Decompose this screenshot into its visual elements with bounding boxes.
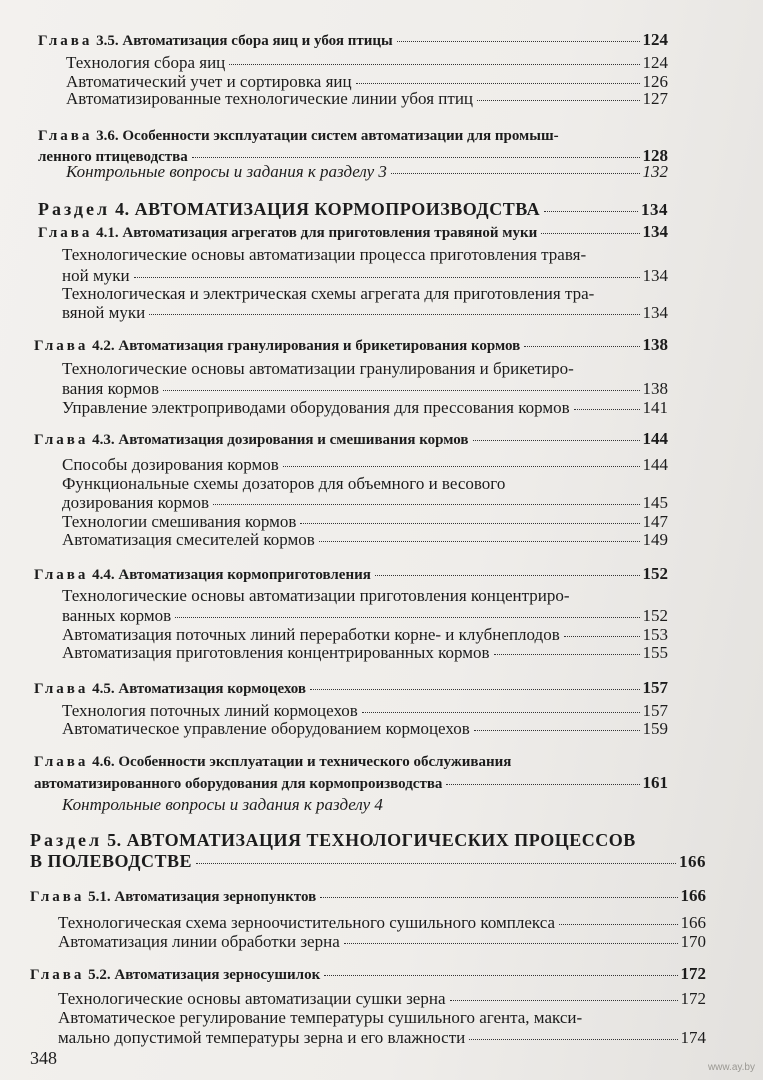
toc-item: [58, 989, 706, 1009]
toc-item: Технологические основы автоматизации процесса приготовления травя-: [62, 245, 587, 264]
dot-leader: [324, 975, 677, 976]
page-ref: 128: [642, 146, 668, 165]
dot-leader: [494, 654, 640, 655]
page-ref: 126: [642, 72, 668, 91]
chapter-title-cont: автоматизированного оборудования для кормопроизводства: [34, 776, 443, 792]
chapter-title: 4.6. Особенности эксплуатации и технического обслуживания: [92, 754, 512, 770]
dot-leader: [477, 100, 639, 101]
section-title: 5. АВТОМАТИЗАЦИЯ ТЕХНОЛОГИЧЕСКИХ ПРОЦЕССОВ: [107, 830, 636, 850]
dot-leader: [469, 1039, 677, 1040]
chapter-prefix: Глава: [30, 967, 85, 983]
chapter-prefix: Глава: [34, 754, 89, 770]
page-ref: 149: [642, 530, 668, 549]
page-ref: 138: [642, 335, 668, 354]
item-title: Автоматический учет и сортировка яиц: [66, 72, 352, 91]
toc-item: [62, 455, 668, 475]
item-title: Автоматическое управление оборудованием кормоцехов: [62, 719, 470, 738]
toc-chapter-4-3: [34, 429, 668, 449]
page-ref: 134: [641, 200, 668, 219]
chapter-prefix: Глава: [34, 432, 89, 448]
toc-item: [62, 530, 668, 550]
page-ref: 144: [642, 455, 668, 474]
page-ref: 152: [642, 564, 668, 583]
chapter-prefix: Глава: [30, 889, 85, 905]
toc-item: [66, 89, 668, 109]
page-ref: 172: [680, 964, 706, 983]
chapter-prefix: Глава: [34, 681, 89, 697]
item-title: Технология поточных линий кормоцехов: [62, 701, 358, 720]
item-title: Управление электроприводами оборудования для прессования кормов: [62, 398, 570, 417]
chapter-title: 3.5. Автоматизация сбора яиц и убоя птицы: [96, 33, 393, 49]
dot-leader: [362, 712, 640, 713]
item-title-cont: ной муки: [62, 266, 130, 285]
page-ref: 152: [642, 606, 668, 625]
item-title-cont: ванных кормов: [62, 606, 172, 625]
toc-section-4: [38, 199, 668, 220]
toc-item-cont: [62, 303, 668, 323]
chapter-prefix: Глава: [38, 128, 93, 144]
dot-leader: [175, 617, 639, 618]
dot-leader: [192, 157, 640, 158]
item-title: Технологии смешивания кормов: [62, 512, 297, 531]
dot-leader: [163, 390, 639, 391]
toc-review-questions: Контрольные вопросы и задания к разделу 4: [62, 795, 383, 814]
toc-chapter-4-5: [34, 678, 668, 698]
item-title: Технология сбора яиц: [66, 53, 226, 72]
chapter-title-cont: ленного птицеводства: [38, 149, 188, 165]
page-ref: 147: [642, 512, 668, 531]
page-ref: 157: [642, 701, 668, 720]
watermark: www.ay.by: [707, 1062, 755, 1073]
section-title-cont: В ПОЛЕВОДСТВЕ: [30, 851, 193, 871]
dot-leader: [524, 346, 639, 347]
toc-item-cont: [62, 606, 668, 626]
page-ref: 172: [680, 989, 706, 1008]
toc-section-5-cont: [30, 851, 706, 872]
page-ref: 127: [642, 89, 668, 108]
chapter-title: 5.2. Автоматизация зерносушилок: [88, 967, 321, 983]
item-title-cont: вания кормов: [62, 379, 160, 398]
chapter-prefix: Глава: [34, 567, 89, 583]
toc-chapter-4-4: [34, 564, 668, 584]
dot-leader: [356, 83, 640, 84]
page-ref: 166: [680, 886, 706, 905]
dot-leader: [544, 211, 638, 212]
page-ref: 174: [680, 1028, 706, 1047]
section-prefix: Раздел: [30, 830, 103, 850]
section-title: 4. АВТОМАТИЗАЦИЯ КОРМОПРОИЗВОДСТВА: [115, 199, 541, 219]
chapter-prefix: Глава: [38, 33, 93, 49]
toc-chapter-4-1: [38, 222, 668, 242]
dot-leader: [213, 504, 640, 505]
item-title-cont: мально допустимой температуры зерна и его влажности: [58, 1028, 466, 1047]
dot-leader: [473, 440, 640, 441]
toc-item: [58, 932, 706, 952]
page-ref: 134: [642, 266, 668, 285]
page-ref: 141: [642, 398, 668, 417]
page-ref: 161: [642, 773, 668, 792]
item-title: Технологическая схема зерноочистительного сушильного комплекса: [58, 913, 556, 932]
toc-chapter-3-6: [38, 128, 559, 145]
item-title: Автоматизация линии обработки зерна: [58, 932, 340, 951]
dot-leader: [283, 466, 640, 467]
item-title: Автоматизация поточных линий переработки корне- и клубнеплодов: [62, 625, 560, 644]
chapter-title: 4.4. Автоматизация кормоприготовления: [92, 567, 371, 583]
toc-item: [62, 398, 668, 418]
toc-chapter-4-6: [34, 754, 511, 771]
dot-leader: [446, 784, 639, 785]
page-ref: 166: [680, 913, 706, 932]
toc-item: [62, 643, 668, 663]
page-ref: 153: [642, 625, 668, 644]
toc-chapter-4-2: [34, 335, 668, 355]
chapter-title: 3.6. Особенности эксплуатации систем автоматизации для промыш-: [96, 128, 559, 144]
page-ref: 145: [642, 493, 668, 512]
dot-leader: [559, 924, 677, 925]
dot-leader: [319, 541, 640, 542]
toc-item-cont: [62, 379, 668, 399]
dot-leader: [375, 575, 640, 576]
dot-leader: [574, 409, 640, 410]
item-title-cont: дозирования кормов: [62, 493, 209, 512]
toc-item: Функциональные схемы дозаторов для объемного и весового: [62, 474, 506, 493]
item-title-cont: вяной муки: [62, 303, 146, 322]
page-ref: 144: [642, 429, 668, 448]
page-ref: 132: [642, 162, 668, 181]
toc-item: Технологические основы автоматизации гранулирования и брикетиро-: [62, 359, 574, 378]
toc-item-cont: [62, 266, 668, 286]
dot-leader: [541, 233, 639, 234]
item-title: Технологические основы автоматизации сушки зерна: [58, 989, 446, 1008]
dot-leader: [450, 1000, 678, 1001]
dot-leader: [134, 277, 640, 278]
chapter-title: 4.5. Автоматизация кормоцехов: [92, 681, 306, 697]
toc-item: Технологическая и электрическая схемы агрегата для приготовления тра-: [62, 284, 595, 303]
toc-chapter-4-6-cont: [34, 773, 668, 793]
page-ref: 159: [642, 719, 668, 738]
toc-item: [62, 719, 668, 739]
toc-item: [62, 701, 668, 721]
chapter-title: 4.1. Автоматизация агрегатов для приготовления травяной муки: [96, 225, 538, 241]
toc-item: Технологические основы автоматизации приготовления концентриро-: [62, 586, 570, 605]
item-title: Способы дозирования кормов: [62, 455, 279, 474]
dot-leader: [564, 636, 640, 637]
dot-leader: [320, 897, 677, 898]
item-title: Автоматизация приготовления концентрированных кормов: [62, 643, 490, 662]
chapter-title: 4.3. Автоматизация дозирования и смешивания кормов: [92, 432, 469, 448]
page-number: 348: [30, 1048, 57, 1068]
dot-leader: [149, 314, 639, 315]
dot-leader: [300, 523, 639, 524]
toc-item: [62, 512, 668, 532]
toc-item: [66, 53, 668, 73]
dot-leader: [196, 863, 676, 864]
page-ref: 170: [680, 932, 706, 951]
item-title: Автоматизация смесителей кормов: [62, 530, 315, 549]
toc-review-questions: [66, 162, 668, 182]
page-ref: 124: [642, 53, 668, 72]
section-prefix: Раздел: [38, 199, 111, 219]
toc-item-cont: [62, 493, 668, 513]
dot-leader: [474, 730, 640, 731]
page-ref: 124: [642, 30, 668, 49]
dot-leader: [229, 64, 639, 65]
toc-chapter-5-1: [30, 886, 706, 906]
chapter-title: 5.1. Автоматизация зернопунктов: [88, 889, 317, 905]
dot-leader: [344, 943, 678, 944]
toc-section-5: [30, 830, 636, 851]
item-title: Контрольные вопросы и задания к разделу 3: [66, 162, 387, 181]
chapter-prefix: Глава: [38, 225, 93, 241]
page-ref: 134: [642, 303, 668, 322]
page-ref: 157: [642, 678, 668, 697]
toc-chapter-3-5: [38, 30, 668, 50]
page-ref: 155: [642, 643, 668, 662]
toc-item-cont: [58, 1028, 706, 1048]
page-ref: 138: [642, 379, 668, 398]
chapter-title: 4.2. Автоматизация гранулирования и брикетирования кормов: [92, 338, 521, 354]
toc-item: Автоматическое регулирование температуры сушильного агента, макси-: [58, 1008, 583, 1027]
dot-leader: [310, 689, 640, 690]
page-ref: 166: [679, 852, 706, 871]
page-ref: 134: [642, 222, 668, 241]
toc-item: [62, 625, 668, 645]
dot-leader: [391, 173, 640, 174]
toc-item: [58, 913, 706, 933]
item-title: Автоматизированные технологические линии убоя птиц: [66, 89, 474, 108]
dot-leader: [397, 41, 640, 42]
toc-chapter-5-2: [30, 964, 706, 984]
chapter-prefix: Глава: [34, 338, 89, 354]
